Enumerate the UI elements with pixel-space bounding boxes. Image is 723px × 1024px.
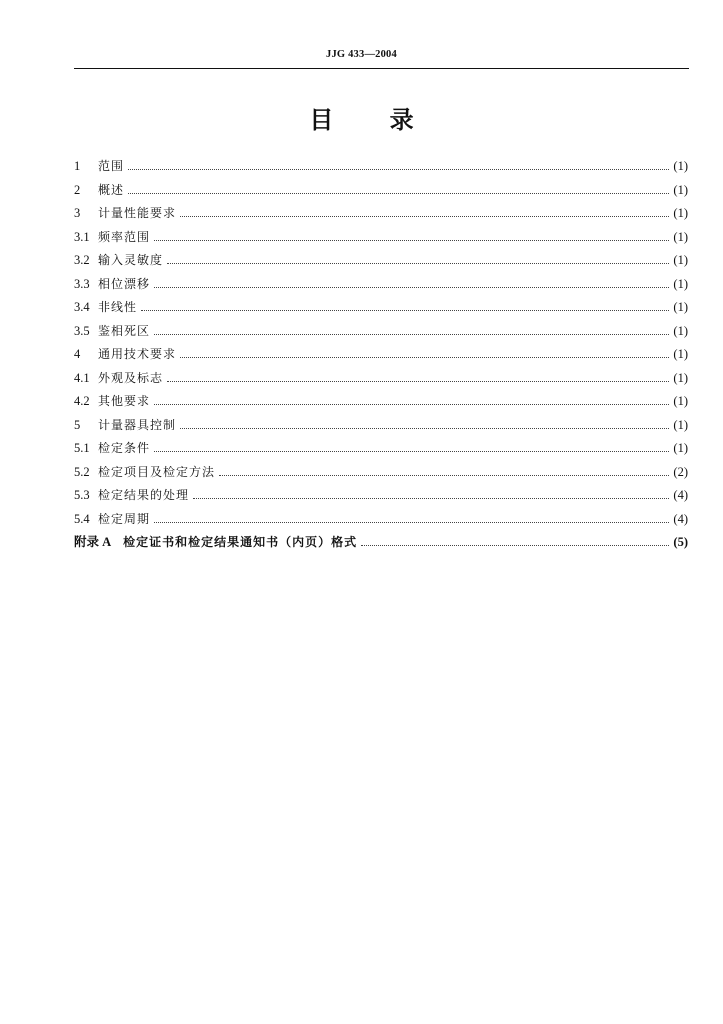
dot-leader — [219, 475, 669, 476]
toc-entry-number: 3 — [74, 206, 81, 220]
dot-leader — [180, 216, 669, 217]
toc-entry-3-5[interactable] — [74, 320, 688, 344]
toc-entry-number: 5.4 — [74, 511, 90, 526]
toc-entry-page: (1) — [673, 323, 688, 338]
toc-entry-label: 检定证书和检定结果通知书（内页）格式 — [123, 535, 358, 549]
toc-entry-label: 非线性 — [98, 300, 138, 314]
toc-entry-page: (1) — [673, 394, 688, 408]
document-code-header: JJG 433—2004 — [326, 49, 397, 60]
toc-entry-number: 5.1 — [74, 441, 90, 455]
toc-entry-label: 计量器具控制 — [98, 417, 177, 432]
toc-entry-page: (1) — [673, 206, 688, 220]
toc-entry-page: (4) — [673, 488, 688, 502]
toc-entry-label: 相位漂移 — [98, 276, 151, 291]
table-of-contents — [74, 155, 688, 555]
toc-entry-5[interactable] — [74, 414, 688, 438]
dot-leader — [154, 404, 669, 405]
toc-entry-appendix-a[interactable] — [74, 531, 688, 555]
dot-leader — [180, 428, 669, 429]
toc-entry-number: 3.4 — [74, 300, 90, 314]
dot-leader — [167, 381, 669, 382]
toc-entry-number: 3.1 — [74, 229, 90, 244]
dot-leader — [128, 193, 669, 194]
dot-leader — [180, 357, 669, 358]
toc-entry-2[interactable] — [74, 179, 688, 203]
toc-entry-page: (1) — [673, 441, 688, 455]
toc-entry-5-3[interactable] — [74, 484, 688, 508]
toc-entry-number: 附录 A — [74, 535, 112, 549]
toc-entry-1[interactable] — [74, 155, 688, 179]
toc-entry-page: (1) — [673, 182, 688, 197]
toc-entry-4-1[interactable] — [74, 367, 688, 391]
toc-entry-page: (1) — [673, 370, 688, 385]
toc-entry-label: 外观及标志 — [98, 370, 164, 385]
page-title: 目 录 — [309, 106, 414, 134]
toc-entry-number: 2 — [74, 182, 81, 197]
dot-leader — [154, 451, 669, 452]
toc-entry-5-2[interactable] — [74, 461, 688, 485]
toc-entry-label: 输入灵敏度 — [98, 253, 164, 267]
toc-entry-number: 4.2 — [74, 394, 90, 408]
toc-entry-4-2[interactable] — [74, 390, 688, 414]
header-rule — [74, 68, 689, 69]
dot-leader — [154, 334, 669, 335]
toc-entry-label: 频率范围 — [98, 229, 151, 244]
toc-entry-label: 通用技术要求 — [98, 347, 177, 361]
toc-entry-label: 检定项目及检定方法 — [98, 464, 216, 479]
toc-entry-page: (1) — [673, 253, 688, 267]
toc-entry-label: 检定结果的处理 — [98, 488, 190, 502]
toc-entry-number: 5 — [74, 417, 81, 432]
toc-entry-page: (1) — [673, 159, 688, 173]
toc-entry-page: (1) — [673, 300, 688, 314]
toc-entry-page: (5) — [673, 535, 688, 549]
toc-entry-3-4[interactable] — [74, 296, 688, 320]
dot-leader — [193, 498, 669, 499]
toc-entry-number: 5.3 — [74, 488, 90, 502]
toc-entry-label: 鉴相死区 — [98, 323, 151, 338]
toc-entry-number: 4.1 — [74, 370, 90, 385]
toc-entry-number: 5.2 — [74, 464, 90, 479]
toc-entry-number: 4 — [74, 347, 81, 361]
toc-entry-label: 检定条件 — [98, 441, 151, 455]
toc-entry-3-3[interactable] — [74, 273, 688, 297]
toc-entry-number: 3.3 — [74, 276, 90, 291]
toc-entry-number: 1 — [74, 159, 81, 173]
dot-leader — [154, 240, 669, 241]
toc-entry-3-1[interactable] — [74, 226, 688, 250]
toc-entry-label: 概述 — [98, 182, 125, 197]
toc-entry-5-1[interactable] — [74, 437, 688, 461]
toc-entry-label: 计量性能要求 — [98, 206, 177, 220]
toc-entry-label: 范围 — [98, 159, 125, 173]
toc-entry-number: 3.2 — [74, 253, 90, 267]
toc-entry-page: (1) — [673, 229, 688, 244]
dot-leader — [141, 310, 669, 311]
toc-entry-page: (1) — [673, 347, 688, 361]
dot-leader — [154, 522, 669, 523]
toc-entry-number: 3.5 — [74, 323, 90, 338]
toc-entry-label: 其他要求 — [98, 394, 151, 408]
toc-entry-3-2[interactable] — [74, 249, 688, 273]
toc-entry-3[interactable] — [74, 202, 688, 226]
dot-leader — [361, 545, 669, 546]
toc-entry-page: (1) — [673, 417, 688, 432]
toc-entry-label: 检定周期 — [98, 511, 151, 526]
toc-entry-page: (2) — [673, 464, 688, 479]
dot-leader — [167, 263, 669, 264]
dot-leader — [128, 169, 669, 170]
toc-entry-page: (1) — [673, 276, 688, 291]
toc-entry-4[interactable] — [74, 343, 688, 367]
toc-entry-page: (4) — [673, 511, 688, 526]
dot-leader — [154, 287, 669, 288]
toc-entry-5-4[interactable] — [74, 508, 688, 532]
